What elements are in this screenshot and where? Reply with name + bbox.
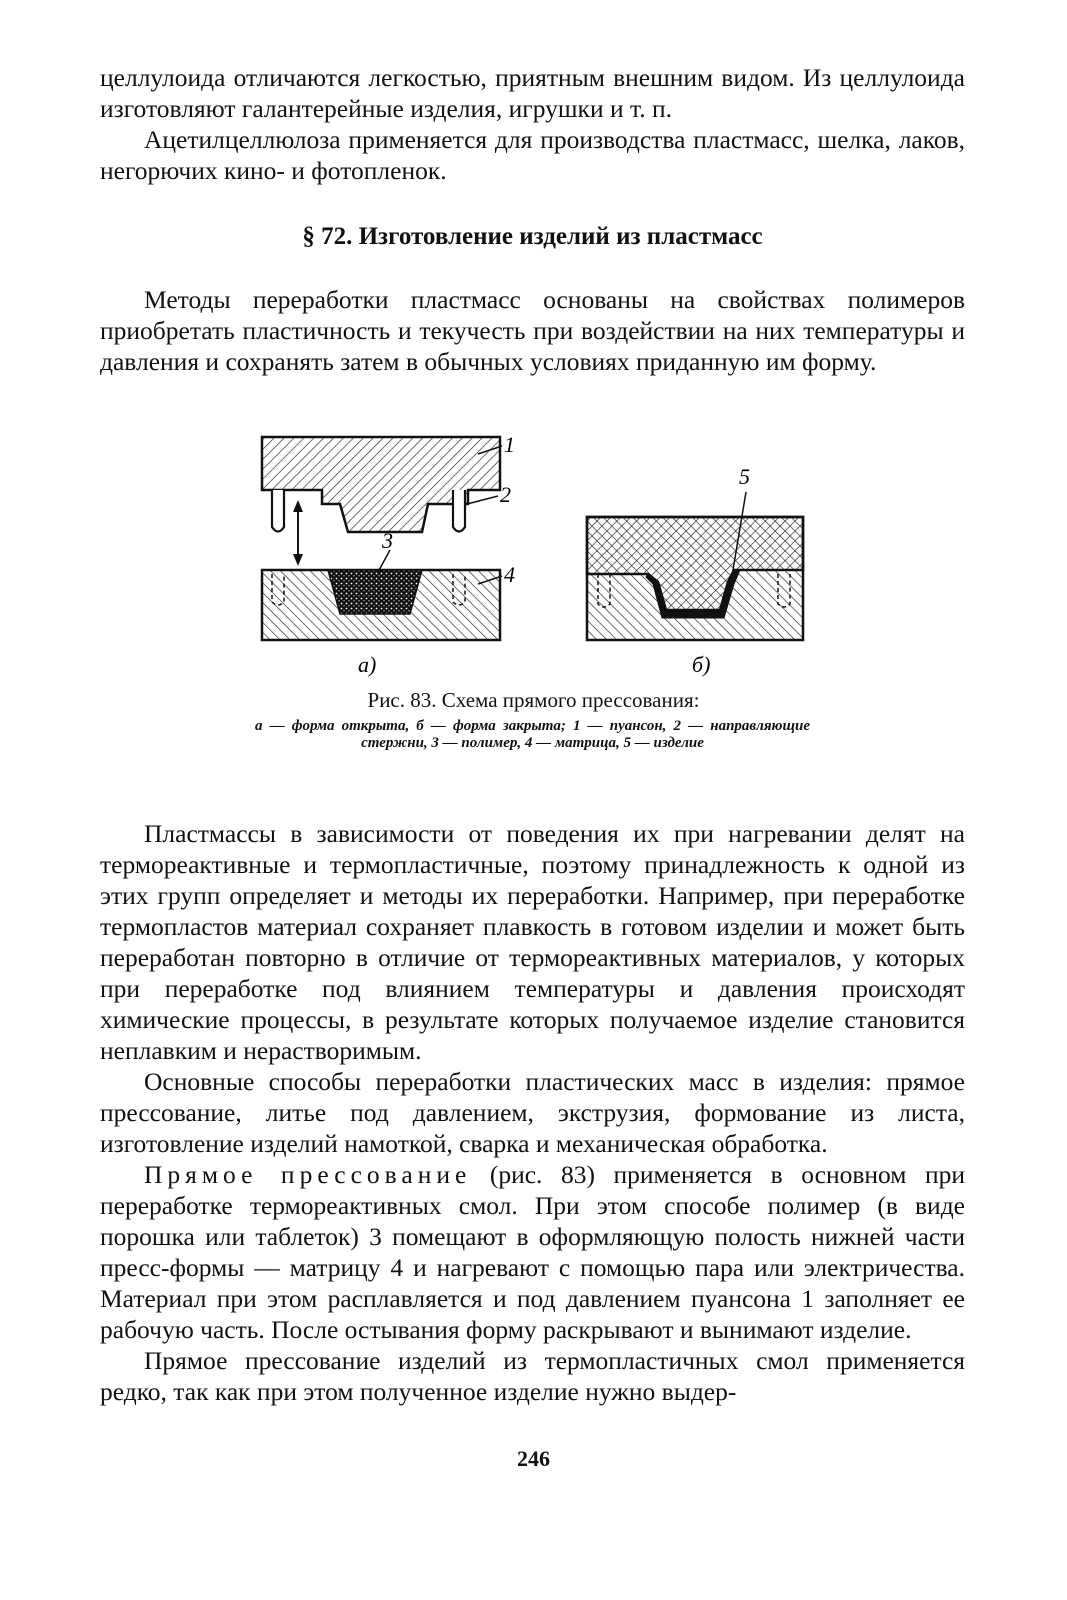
paragraph-intro: Методы переработки пластмасс основаны на свойствах полимеров приобретать пластичность и текучесть при воздействии на них температуры и давления и сохранять затем в обычных условиях приданную им форму. xyxy=(100,285,965,376)
leader-2 xyxy=(467,496,498,504)
page-number: 246 xyxy=(517,1446,550,1471)
intro-text-block xyxy=(100,284,965,377)
section-heading: § 72. Изготовление изделий из пластмасс xyxy=(302,223,763,250)
paragraph-acetyl: Ацетилцеллюлоза применяется для производства пластмасс, шелка, лаков, негорючих кино- и фотопленок. xyxy=(100,125,965,185)
paragraph-direct-rest: (рис. 83) применяется в основном при переработке термореактивных смол. При этом способе полимер (в виде порошка или таблеток) 3 помещают в оформляющую полость нижней части пресс-формы — матрицу 4 и нагревают с помощью пара или электричества. Материал при этом расплавляется и под давлением пуансона 1 заполняет ее рабочую часть. После остывания форму раскрывают и вынимают изделие. xyxy=(100,1160,965,1344)
paragraph-direct-pressing xyxy=(100,1159,965,1345)
mold-closed xyxy=(587,517,803,640)
label-4: 4 xyxy=(504,562,515,587)
sub-label-a: а) xyxy=(358,652,377,677)
leader-3 xyxy=(378,550,390,572)
label-2: 2 xyxy=(500,482,511,507)
figure-caption-legend: а — форма открыта, б — форма закрыта; 1 — пуансон, 2 — направляющие стержни, 3 — полимер, 4 — матрица, 5 — изделие xyxy=(255,718,810,751)
term-direct-pressing: Прямое прессование xyxy=(144,1160,472,1189)
paragraph-continued: целлулоида отличаются легкостью, приятным внешним видом. Из целлулоида изготовляют галантерейные изделия, игрушки и т. п. xyxy=(100,63,965,123)
sub-label-b: б) xyxy=(692,652,711,677)
die-open xyxy=(262,570,500,640)
figure-direct-pressing xyxy=(250,432,820,682)
paragraph-methods: Основные способы переработки пластических масс в изделия: прямое прессование, литье под давлением, экструзия, формование из листа, изготовление изделий намоткой, сварка и механическая обработка. xyxy=(100,1067,965,1158)
paragraph-last: Прямое прессование изделий из термопластичных смол применяется редко, так как при этом полученное изделие нужно выдер- xyxy=(100,1346,965,1406)
main-text-block xyxy=(100,818,965,1407)
double-arrow xyxy=(293,500,303,566)
paragraph-thermo: Пластмассы в зависимости от поведения их при нагревании делят на термореактивные и термопластичные, поэтому принадлежность к одной из этих групп определяет и методы их переработки. Например, при переработке термопластов материал сохраняет плавкость в готовом изделии и может быть переработан повторно в отличие от термореактивных материалов, у которых при переработке под влиянием температуры и давления происходят химические процессы, в результате которых получаемое изделие становится неплавким и нерастворимым. xyxy=(100,819,965,1065)
figure-caption-title: Рис. 83. Схема прямого прессования: xyxy=(367,688,700,712)
label-5: 5 xyxy=(739,464,750,489)
top-text-block xyxy=(100,62,965,186)
label-1: 1 xyxy=(504,432,515,457)
label-3: 3 xyxy=(382,528,393,553)
